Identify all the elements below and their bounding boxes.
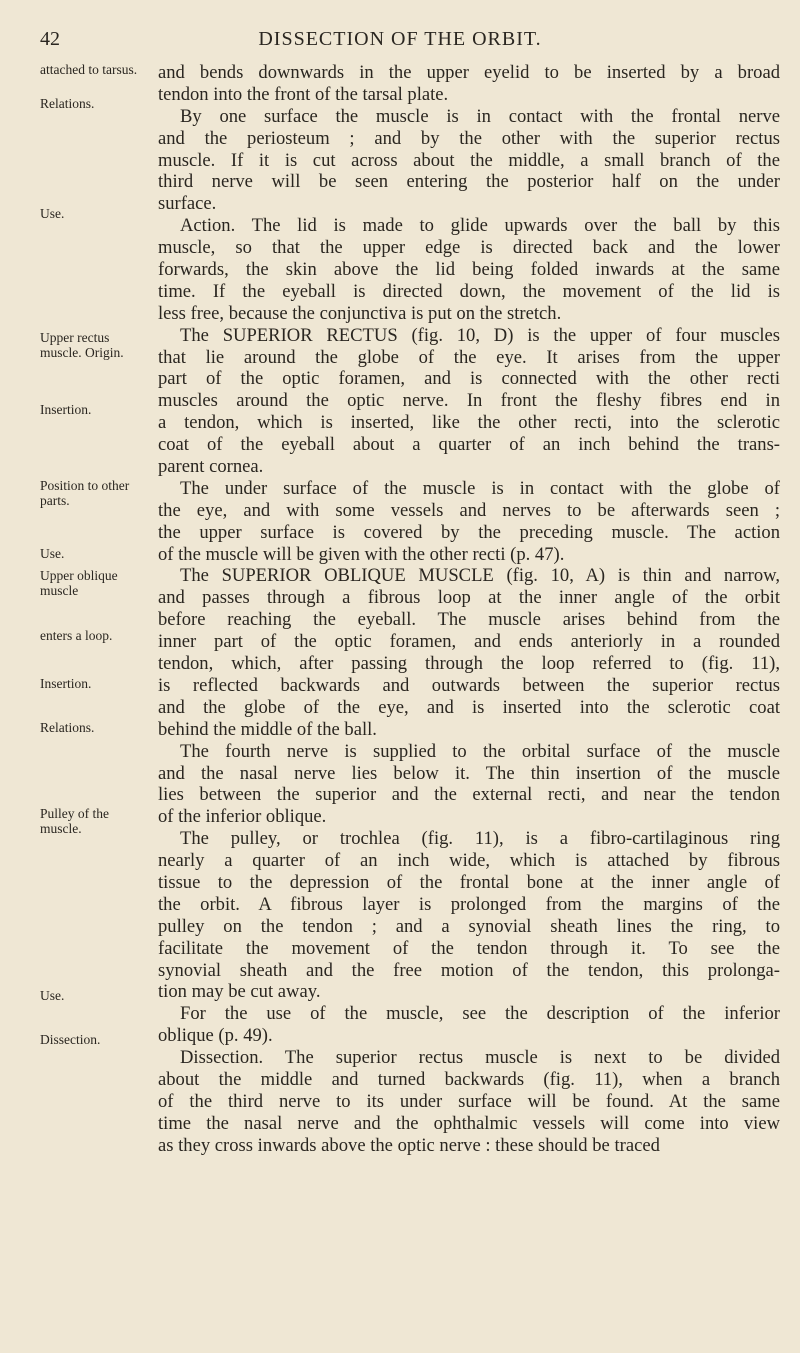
text-line: oblique (p. 49). [158,1025,273,1047]
text-line: The fourth nerve is supplied to the orbital surface of the muscle [180,740,780,762]
text-line: before reaching the eyeball. The muscle arises behind from the [158,609,780,631]
text-line: behind the middle of the ball. [158,718,377,740]
text-line: By one surface the muscle is in contact with the frontal nerve [180,105,780,127]
margin-note: Relations. [40,96,95,111]
text-line: muscles around the optic nerve. In front the fleshy fibres end in [158,390,780,412]
text-line: Dissection. The superior rectus muscle is next to be divided [180,1047,780,1069]
text-line: Action. The lid is made to glide upwards over the ball by this [180,215,780,237]
text-line: The pulley, or trochlea (fig. 11), is a fibro-cartilaginous ring [180,828,780,850]
text-line: a tendon, which is inserted, like the other recti, into the sclerotic [158,412,780,434]
text-line: is reflected backwards and outwards between the superior rectus [158,674,780,696]
text-line: of the muscle will be given with the other recti (p. 47). [158,543,565,565]
text-line: pulley on the tendon ; and a synovial sheath lines the ring, to [158,915,780,937]
text-line: The SUPERIOR OBLIQUE MUSCLE (fig. 10, A) is thin and narrow, [180,565,780,587]
text-line: time the nasal nerve and the ophthalmic vessels will come into view [158,1112,780,1134]
text-line: The under surface of the muscle is in contact with the globe of [180,477,780,499]
text-line: muscle, so that the upper edge is directed back and the lower [158,237,780,259]
page-header [0,10,800,50]
margin-note: Insertion. [40,676,92,691]
text-line: as they cross inwards above the optic nerve : these should be traced [158,1134,660,1156]
text-line: muscle. If it is cut across about the middle, a small branch of the [158,149,780,171]
margin-note: enters a loop. [40,628,113,643]
text-line: The SUPERIOR RECTUS (fig. 10, D) is the upper of four muscles [180,324,780,346]
text-line: tion may be cut away. [158,981,321,1003]
text-line: third nerve will be seen entering the posterior half on the under [158,171,780,193]
text-line: part of the optic foramen, and is connected with the other recti [158,368,780,390]
text-line: that lie around the globe of the eye. It arises from the upper [158,346,780,368]
margin-note: Use. [40,206,65,221]
text-line: and the nasal nerve lies below it. The thin insertion of the muscle [158,762,780,784]
text-line: tissue to the depression of the frontal bone at the inner angle of [158,871,780,893]
margin-note: Use. [40,988,65,1003]
body-text [158,62,780,1157]
margin-note: Upper rectus muscle. Origin. [40,330,124,360]
text-line: surface. [158,193,217,215]
text-line: less free, because the conjunctiva is put on the stretch. [158,302,562,324]
margin-note: Relations. [40,720,95,735]
margin-note: Insertion. [40,402,92,417]
text-line: about the middle and turned backwards (fig. 11), when a branch [158,1068,780,1090]
margin-note: Position to other parts. [40,478,130,508]
text-line: and the periosteum ; and by the other with the superior rectus [158,127,780,149]
text-line: inner part of the optic foramen, and ends anteriorly in a rounded [158,631,780,653]
text-line: tendon into the front of the tarsal plate. [158,83,449,105]
text-line: the upper surface is covered by the preceding muscle. The action [158,521,780,543]
text-line: the eye, and with some vessels and nerves to be afterwards seen ; [158,499,780,521]
text-line: and bends downwards in the upper eyelid to be inserted by a broad [158,62,780,83]
running-title: DISSECTION OF THE ORBIT. [258,28,542,50]
text-line: coat of the eyeball about a quarter of an inch behind the trans- [158,434,780,456]
text-line: of the inferior oblique. [158,806,327,828]
page-number: 42 [40,28,60,50]
text-line: parent cornea. [158,456,264,478]
text-line: the orbit. A fibrous layer is prolonged from the margins of the [158,893,780,915]
text-line: nearly a quarter of an inch wide, which is attached by fibrous [158,850,780,872]
margin-note: Use. [40,546,65,561]
margin-note: Pulley of the muscle. [40,806,109,836]
text-line: synovial sheath and the free motion of the tendon, this prolonga- [158,959,780,981]
margin-note: Dissection. [40,1032,101,1047]
text-line: facilitate the movement of the tendon through it. To see the [158,937,780,959]
text-line: lies between the superior and the external recti, and near the tendon [158,784,780,806]
text-line: tendon, which, after passing through the loop referred to (fig. 11), [158,653,780,675]
text-line: For the use of the muscle, see the description of the inferior [180,1003,780,1025]
margin-note: Upper oblique muscle [40,568,118,598]
text-line: of the third nerve to its under surface will be found. At the same [158,1090,780,1112]
text-line: and passes through a fibrous loop at the inner angle of the orbit [158,587,780,609]
margin-note: attached to tarsus. [40,62,138,77]
text-line: forwards, the skin above the lid being folded inwards at the same [158,259,780,281]
text-line: and the globe of the eye, and is inserted into the sclerotic coat [158,696,780,718]
text-line: time. If the eyeball is directed down, the movement of the lid is [158,280,780,302]
